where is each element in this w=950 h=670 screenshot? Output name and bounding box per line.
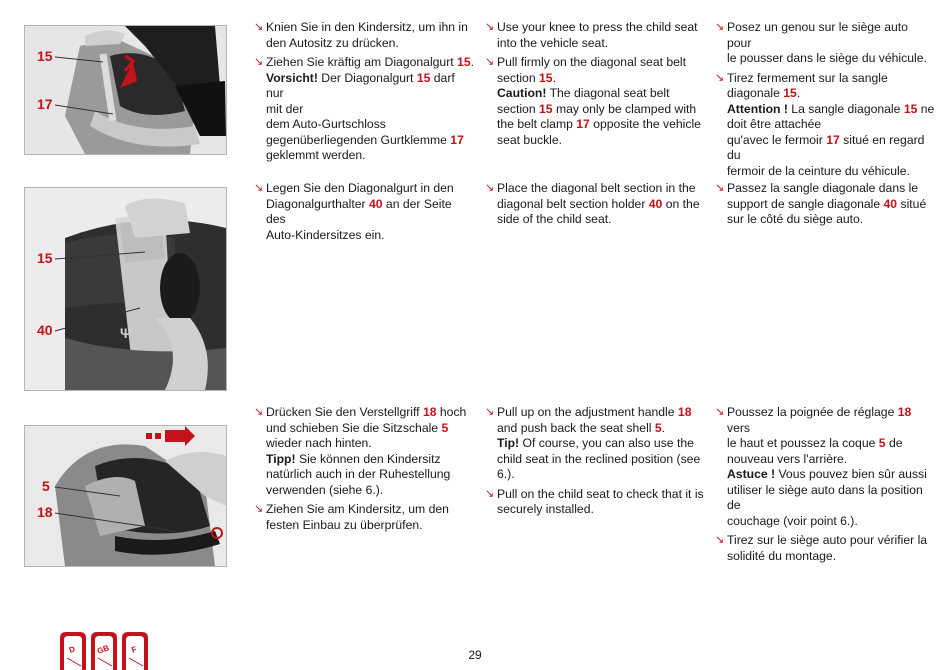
text-segment: situé en regard du (727, 132, 925, 162)
part-number: 15 (539, 70, 553, 85)
figure-label: 15 (37, 250, 53, 266)
text-segment: section (497, 101, 540, 116)
text-fr-2 (715, 181, 935, 232)
instruction-line (266, 518, 474, 534)
bullet-arrow-icon: ↘ (485, 487, 495, 500)
text-segment: diagonal belt section holder (497, 196, 649, 211)
bullet-arrow-icon: ↘ (485, 406, 495, 418)
instruction-line (266, 181, 474, 197)
text-segment: seat buckle. (497, 132, 563, 147)
instruction-line (266, 133, 474, 149)
text-segment: de (885, 436, 903, 450)
bullet-arrow-icon: ↘ (254, 21, 264, 33)
bullet-arrow-icon: ↘ (254, 406, 264, 418)
text-segment: sur le côté du siège auto. (727, 212, 864, 226)
instruction-line (727, 102, 935, 118)
text-segment: Pull up on the adjustment handle (497, 405, 678, 419)
note-label: Tip! (497, 436, 520, 450)
instruction-line (497, 20, 705, 36)
instruction-line (727, 51, 935, 67)
instruction-line (497, 36, 705, 52)
text-segment: Passez la sangle diagonale dans le (727, 181, 919, 195)
text-segment: solidité du montage. (727, 548, 837, 563)
instruction-line (727, 133, 935, 164)
instruction-item (485, 405, 705, 483)
instruction-item (715, 20, 935, 67)
text-segment: nouveau vers l'arrière. (727, 451, 848, 466)
instruction-line (727, 71, 935, 87)
text-segment: Ziehen Sie am Kindersitz, um den (266, 502, 449, 516)
text-segment: verwenden (siehe 6.). (266, 482, 384, 497)
instruction-line (497, 421, 705, 437)
instruction-line (497, 102, 705, 118)
part-number: 15 (416, 70, 431, 85)
instruction-line (497, 117, 705, 133)
instruction-item (254, 405, 474, 498)
instruction-line (266, 71, 474, 102)
instruction-line (497, 502, 705, 518)
text-fr-1 (715, 20, 935, 183)
text-segment: child seat in the reclined position (see (497, 451, 701, 466)
text-segment: diagonale (727, 86, 784, 100)
svg-text:Ψ: Ψ (120, 325, 132, 341)
instruction-item (485, 20, 705, 51)
part-number: 17 (826, 132, 840, 147)
instruction-line (266, 436, 474, 452)
text-segment: darf nur (266, 70, 455, 100)
instruction-line (266, 117, 474, 133)
part-number: 5 (441, 420, 449, 435)
text-fr-3 (715, 405, 935, 568)
bullet-arrow-icon: ↘ (715, 406, 725, 418)
instruction-item (485, 487, 705, 518)
illustration-belt-holder (25, 188, 226, 390)
instruction-line (266, 102, 474, 118)
lang-badge-label: D (67, 644, 77, 655)
figure-label: 40 (37, 322, 53, 338)
text-segment: 6.). (497, 467, 515, 481)
instruction-item (715, 533, 935, 564)
instruction-line (266, 20, 474, 36)
instruction-line (266, 452, 474, 468)
instruction-line (497, 212, 705, 228)
instruction-line (266, 405, 474, 421)
text-segment: . (796, 86, 801, 100)
bullet-arrow-icon: ↘ (715, 21, 725, 33)
instruction-item (254, 20, 474, 51)
figure-step-3 (24, 425, 227, 567)
instruction-line (727, 436, 935, 452)
figure-step-1 (24, 25, 227, 155)
text-de-1 (254, 20, 474, 168)
text-segment: Knien Sie in den Kindersitz, um ihn in (266, 20, 468, 34)
text-segment: may only be clamped with (552, 101, 697, 116)
instruction-item (254, 55, 474, 164)
note-label: Caution! (497, 86, 547, 100)
figure-label: 18 (37, 504, 53, 520)
lang-badge-label: F (130, 644, 138, 655)
instruction-line (727, 181, 935, 197)
instruction-line (727, 117, 935, 133)
page-number: 29 (468, 648, 482, 662)
instruction-line (266, 467, 474, 483)
instruction-item (715, 71, 935, 180)
text-segment: couchage (voir point 6.). (727, 513, 858, 528)
instruction-line (497, 71, 705, 87)
illustration-seat-knee (25, 26, 226, 154)
part-number: 5 (654, 420, 662, 435)
instruction-line (727, 483, 935, 514)
instruction-line (266, 148, 474, 164)
part-number: 17 (576, 117, 590, 131)
text-segment: La sangle diagonale (787, 101, 904, 116)
text-segment: hoch (436, 405, 467, 419)
text-segment: Legen Sie den Diagonalgurt in den (266, 181, 454, 195)
instruction-line (266, 197, 474, 228)
part-number: 15 (539, 101, 553, 116)
text-segment: Ziehen Sie kräftig am Diagonalgurt (266, 55, 458, 69)
text-segment: den Autositz zu drücken. (266, 35, 399, 50)
text-segment: festen Einbau zu überprüfen. (266, 517, 423, 532)
text-segment: ne (917, 101, 935, 116)
text-segment: the belt clamp (497, 117, 577, 131)
instruction-line (266, 421, 474, 437)
text-segment: Use your knee to press the child seat (497, 20, 698, 34)
text-segment: . (552, 70, 556, 85)
text-segment: qu'avec le fermoir (727, 132, 827, 147)
text-segment: le haut et poussez la coque (727, 436, 879, 450)
bullet-arrow-icon: ↘ (715, 71, 725, 84)
note-label: Attention ! (727, 101, 788, 116)
instruction-item (254, 502, 474, 533)
text-segment: Tirez sur le siège auto pour vérifier la (727, 533, 928, 547)
bullet-arrow-icon: ↘ (254, 56, 264, 68)
text-segment: situé (897, 196, 927, 211)
part-number: 40 (648, 196, 663, 211)
text-segment: utiliser le siège auto dans la position de (727, 482, 923, 512)
text-segment: gegenüberliegenden Gurtklemme (266, 132, 451, 147)
instruction-item (485, 55, 705, 148)
text-segment: doit être attachée (727, 117, 822, 131)
text-segment: Of course, you can also use the (519, 436, 694, 450)
text-segment: wieder nach hinten. (266, 436, 372, 450)
instruction-line (497, 197, 705, 213)
part-number: 15 (457, 55, 471, 69)
text-segment: securely installed. (497, 502, 594, 516)
bullet-arrow-icon: ↘ (254, 503, 264, 515)
instruction-line (727, 533, 935, 549)
text-segment: Der Diagonalgurt (317, 70, 417, 85)
text-segment: Vous pouvez bien sûr aussi (775, 467, 927, 481)
text-segment: Auto-Kindersitzes ein. (266, 227, 385, 242)
instruction-item (715, 405, 935, 529)
instruction-line (497, 133, 705, 149)
instruction-line (727, 452, 935, 468)
instruction-line (497, 467, 705, 483)
text-segment: The diagonal seat belt (546, 86, 670, 100)
instruction-line (727, 86, 935, 102)
instruction-line (266, 36, 474, 52)
instruction-line (727, 405, 935, 436)
bullet-arrow-icon: ↘ (715, 534, 725, 546)
figure-step-2 (24, 187, 227, 391)
text-en-2 (485, 181, 705, 232)
text-segment: vers (727, 420, 751, 435)
text-segment: and push back the seat shell (497, 420, 655, 435)
text-segment: support de sangle diagonale (727, 196, 884, 211)
instruction-line (266, 228, 474, 244)
figure-label: 17 (37, 96, 53, 112)
instruction-line (727, 514, 935, 530)
bullet-arrow-icon: ↘ (485, 56, 495, 68)
instruction-line (497, 181, 705, 197)
text-segment: on the (662, 196, 700, 211)
part-number: 17 (450, 132, 464, 147)
text-segment: Drücken Sie den Verstellgriff (266, 405, 423, 419)
figure-label: 5 (42, 478, 50, 494)
text-en-1 (485, 20, 705, 152)
part-number: 5 (878, 436, 886, 450)
note-label: Tipp! (266, 451, 296, 466)
text-segment: Tirez fermement sur la sangle (727, 70, 888, 85)
text-segment: Posez un genou sur le siège auto pour (727, 20, 908, 50)
bullet-arrow-icon: ↘ (485, 182, 495, 194)
instruction-line (727, 549, 935, 565)
instruction-line (497, 86, 705, 102)
instruction-item (715, 181, 935, 228)
text-segment: mit der (266, 101, 304, 116)
text-segment: natürlich auch in der Ruhestellung (266, 467, 451, 481)
text-segment: und schieben Sie die Sitzschale (266, 420, 442, 435)
instruction-line (266, 483, 474, 499)
instruction-item (254, 181, 474, 243)
text-segment: Diagonalgurthalter (266, 196, 369, 211)
figure-label: 15 (37, 48, 53, 64)
text-segment: Pull firmly on the diagonal seat belt (497, 55, 687, 69)
instruction-line (266, 502, 474, 518)
part-number: 40 (883, 196, 898, 211)
note-label: Vorsicht! (266, 70, 318, 85)
bullet-arrow-icon: ↘ (254, 182, 264, 194)
lang-badge-label: GB (95, 643, 111, 656)
text-de-3 (254, 405, 474, 537)
text-segment: . (661, 420, 666, 435)
text-segment: side of the child seat. (497, 212, 612, 226)
instruction-line (497, 452, 705, 468)
instruction-line (497, 487, 705, 503)
text-segment: dem Auto-Gurtschloss (266, 117, 386, 131)
instruction-line (727, 20, 935, 51)
instruction-line (266, 55, 474, 71)
text-segment: Place the diagonal belt section in the (497, 181, 696, 195)
bullet-arrow-icon: ↘ (485, 21, 495, 33)
text-segment: Poussez la poignée de réglage (727, 405, 898, 419)
instruction-line (497, 405, 705, 421)
instruction-line (727, 164, 935, 180)
part-number: 40 (368, 196, 383, 211)
part-number: 18 (677, 405, 692, 419)
instruction-line (727, 212, 935, 228)
text-segment: le pousser dans le siège du véhicule. (727, 51, 927, 65)
text-segment: Pull on the child seat to check that it is (497, 486, 704, 501)
text-en-3 (485, 405, 705, 522)
part-number: 15 (903, 101, 918, 116)
part-number: 15 (783, 86, 797, 100)
text-de-2 (254, 181, 474, 247)
text-segment: fermoir de la ceinture du véhicule. (727, 163, 910, 178)
instruction-line (497, 436, 705, 452)
text-segment: an der Seite des (266, 196, 452, 226)
text-segment: section (497, 70, 540, 85)
instruction-line (727, 197, 935, 213)
instruction-line (497, 55, 705, 71)
text-segment: geklemmt werden. (266, 148, 366, 162)
instruction-item (485, 181, 705, 228)
text-segment: opposite the vehicle (589, 117, 701, 131)
part-number: 18 (897, 405, 912, 419)
part-number: 18 (422, 405, 437, 419)
text-segment: into the vehicle seat. (497, 35, 609, 50)
note-label: Astuce ! (727, 467, 776, 481)
illustration-adjust-handle (25, 426, 226, 566)
instruction-line (727, 467, 935, 483)
bullet-arrow-icon: ↘ (715, 182, 725, 194)
text-segment: Sie können den Kindersitz (295, 451, 441, 466)
text-segment: . (470, 55, 474, 69)
